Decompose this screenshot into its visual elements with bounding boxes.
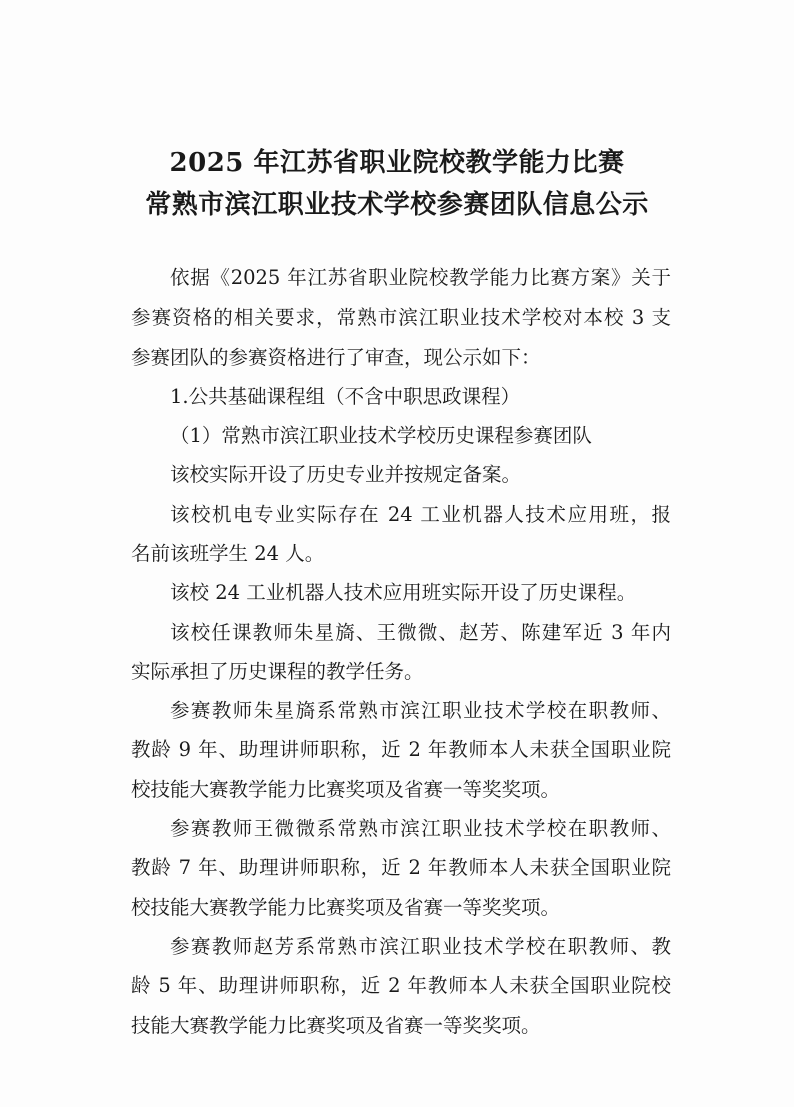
body-line: 龄 5 年、助理讲师职称，近 2 年教师本人未获全国职业院校 [131,974,671,997]
document-title-line-2: 常熟市滨江职业技术学校参赛团队信息公示 [145,190,649,220]
body-line: 教龄 9 年、助理讲师职称，近 2 年教师本人未获全国职业院 [131,738,671,761]
body-line: 参赛教师赵芳系常熟市滨江职业技术学校在职教师、教 [170,935,671,958]
body-line: 该校任课教师朱星旖、王微微、赵芳、陈建军近 3 年内 [170,621,671,644]
body-line: 技能大赛教学能力比赛奖项及省赛一等奖奖项。 [131,1014,541,1037]
body-line: 实际承担了历史课程的教学任务。 [131,660,424,683]
body-line: 校技能大赛教学能力比赛奖项及省赛一等奖奖项。 [131,778,561,801]
body-line: 参赛教师王微微系常熟市滨江职业技术学校在职教师、 [170,817,671,840]
body-line: 参赛资格的相关要求，常熟市滨江职业技术学校对本校 3 支 [131,306,671,329]
document-title-line-1: 2025 年江苏省职业院校教学能力比赛 [169,148,625,178]
body-line: 该校实际开设了历史专业并按规定备案。 [170,463,522,486]
body-line: 参赛团队的参赛资格进行了审查，现公示如下： [131,346,541,369]
body-line: 参赛教师朱星旖系常熟市滨江职业技术学校在职教师、 [170,699,671,722]
body-line: 该校机电专业实际存在 24 工业机器人技术应用班，报 [170,503,671,526]
body-line: 依据《2025 年江苏省职业院校教学能力比赛方案》关于 [170,266,671,289]
body-line: 1.公共基础课程组（不含中职思政课程） [170,385,521,408]
body-line: （1）常熟市滨江职业技术学校历史课程参赛团队 [170,424,592,447]
body-line: 名前该班学生 24 人。 [131,542,325,565]
body-line: 校技能大赛教学能力比赛奖项及省赛一等奖奖项。 [131,896,561,919]
body-line: 该校 24 工业机器人技术应用班实际开设了历史课程。 [170,581,637,604]
body-line: 教龄 7 年、助理讲师职称，近 2 年教师本人未获全国职业院 [131,856,671,879]
